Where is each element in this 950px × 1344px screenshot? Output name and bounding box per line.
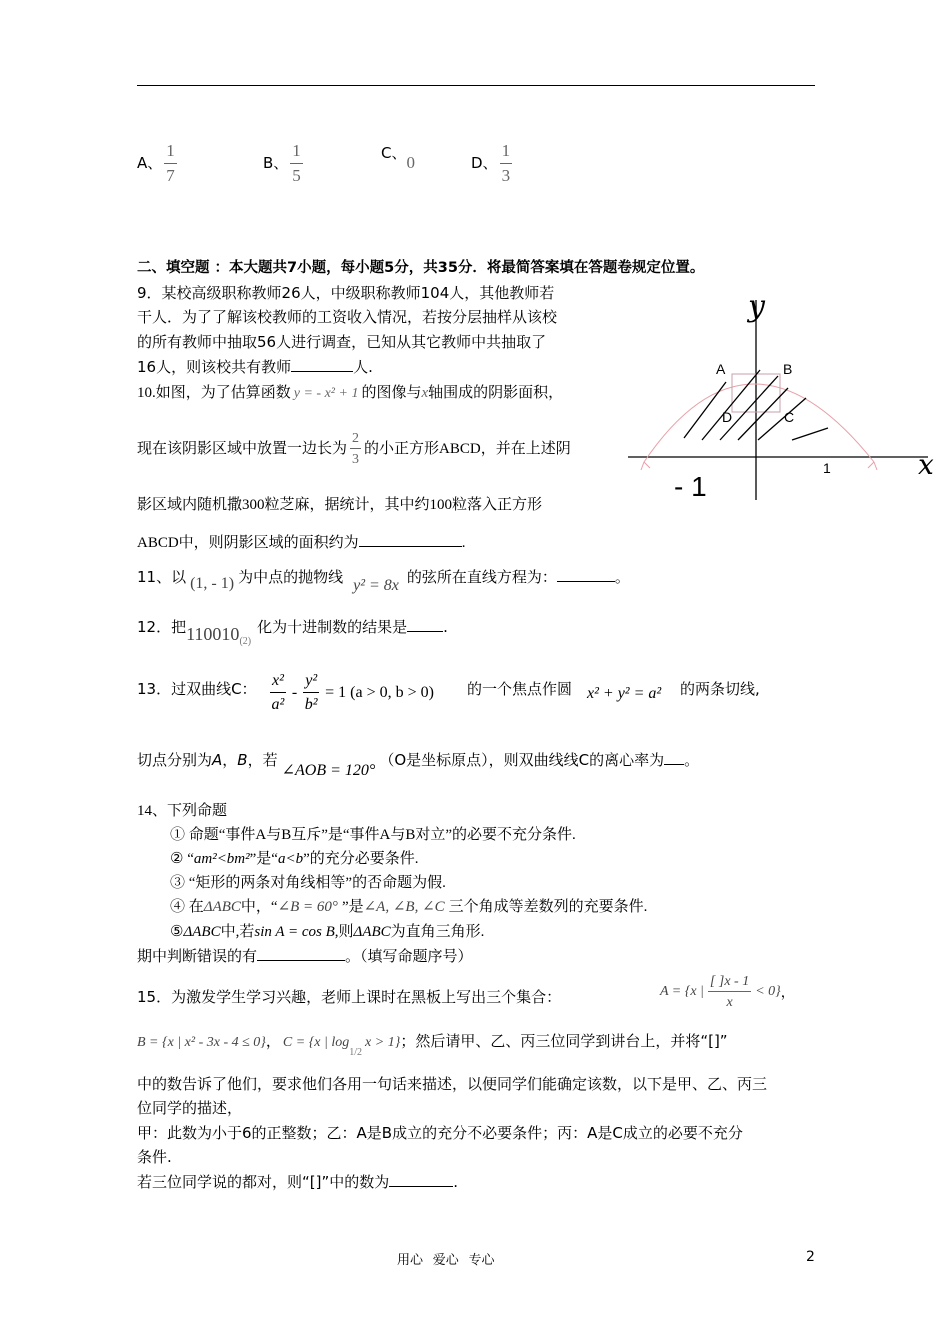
q13-text-e: ，若 <box>247 751 278 769</box>
label-a: A <box>716 361 726 377</box>
q11-text-a: 11、以 <box>137 568 187 586</box>
q9-line1: 9．某校高级职称教师26人，中级职称教师104人，其他教师若 <box>137 284 555 302</box>
q11-point: (1, - 1) <box>190 575 235 592</box>
q14-answer-blank <box>257 960 345 961</box>
q10-line3: 影区域内随机撒300粒芝麻，据统计，其中约100粒落入正方形 <box>137 497 543 513</box>
q14-item2-a: ② “ <box>170 851 194 867</box>
q10-text-a: 10.如图，为了估算函数 <box>137 385 291 401</box>
q14-item4-triangle: ΔABC <box>203 899 241 915</box>
label-b: B <box>783 361 793 377</box>
q14-item3: ③ “矩形的两条对角线相等”的否命题为假. <box>170 875 446 891</box>
q15-set-c-base: 1/2 <box>349 1047 363 1058</box>
q12-end: . <box>443 618 448 636</box>
q13-b2: b² <box>304 695 318 713</box>
option-b-denominator: 5 <box>292 165 301 185</box>
q11 <box>137 566 630 594</box>
q14-item4-angles: ∠A, ∠B, ∠C <box>363 899 445 915</box>
section-heading: 二、填空题 ：本大题共7小题，每小题5分，共35分．将最简答案填在答题卷规定位置。 <box>137 260 705 276</box>
q13-text-b-wrap <box>467 678 572 699</box>
q13-x2: x² <box>270 672 286 693</box>
q12-text-b: 化为十进制数的结果是 <box>257 618 408 636</box>
parabola-figure <box>628 290 946 510</box>
option-a-denominator: 7 <box>166 165 175 185</box>
q10-text-d: 现在该阴影区域中放置一边长为 <box>137 440 348 457</box>
q15-set-a-den: x <box>726 995 733 1011</box>
q13-y2: y² <box>303 672 319 693</box>
footer-motto: 用心 爱心 专心 <box>397 1252 495 1267</box>
header-rule <box>137 85 815 86</box>
q10-answer-blank <box>359 546 462 547</box>
q13-point-a: A <box>212 751 223 769</box>
q13-text-c: 的两条切线, <box>680 680 760 698</box>
q14-end-b: 。（填写命题序号） <box>345 947 473 965</box>
q14-item4-b: 中，“ <box>240 899 278 915</box>
q15-line5: 甲：此数为小于6的正整数；乙：A是B成立的充分不必要条件；丙：A是C成立的必要不充分 <box>137 1124 743 1142</box>
y-axis-label: y <box>748 290 765 324</box>
option-a-label: A、 <box>137 154 163 173</box>
label-d: D <box>722 409 733 425</box>
q11-text-c: 的弦所在直线方程为： <box>406 568 557 586</box>
q15-text-c: 若三位同学说的都对，则“[]”中的数为 <box>137 1173 390 1191</box>
q14-item4-c: ”是 <box>341 899 364 915</box>
q11-parabola-eq: y² = 8x <box>353 577 399 594</box>
q9-line4 <box>137 356 373 377</box>
q14-item5-eq: sin A = cos B <box>254 924 335 940</box>
option-d <box>471 142 512 185</box>
q15-end: . <box>453 1173 459 1191</box>
q9-end: 人. <box>353 358 373 376</box>
q13-point-b: B <box>237 751 248 769</box>
label-c: C <box>784 409 795 425</box>
option-c-label: C、 <box>381 144 407 162</box>
q15-set-c-a: C = {x | log <box>282 1035 350 1050</box>
q15-line3: 中的数告诉了他们，要求他们各用一句话来描述，以便同学们能确定该数，以下是甲、乙、丙三 <box>137 1075 768 1093</box>
q10-text-b: 的图像与 <box>361 385 422 401</box>
q10-end: . <box>461 535 466 551</box>
q11-text-b: 为中点的抛物线 <box>238 568 344 586</box>
q10-line1 <box>137 381 563 402</box>
q15-text-b: ；然后请甲、乙、丙三位同学到讲台上，并将“[]” <box>400 1032 728 1050</box>
parabola-curve <box>644 384 874 462</box>
q13-hyperbola-rhs: = 1 (a > 0, b > 0) <box>325 683 434 701</box>
q9-line3: 的所有教师中抽取56人进行调查，已知从其它教师中共抽取了 <box>137 333 547 351</box>
q11-answer-blank <box>557 581 615 582</box>
q15-set-a-comma: ， <box>780 985 795 1002</box>
q12-binary-number: 110010 <box>186 624 240 644</box>
q10-line2 <box>137 431 571 468</box>
q13-end: 。 <box>684 751 700 769</box>
q10-text-f: ABCD中，则阴影区域的面积约为 <box>137 535 359 551</box>
q14-item1: ① 命题“事件A与B互斥”是“事件A与B对立”的必要不充分条件. <box>170 827 576 843</box>
q15-line2 <box>137 1030 728 1058</box>
option-d-denominator: 3 <box>501 165 511 185</box>
q12 <box>137 616 448 647</box>
q15-set-b: B = {x | x² - 3x - 4 ≤ 0} <box>137 1035 266 1050</box>
q15-set-a <box>660 974 795 1011</box>
q10-line4 <box>137 531 465 552</box>
q13-text-c-wrap <box>680 678 760 699</box>
option-b-label: B、 <box>263 154 289 173</box>
q15-set-c-b: x > 1} <box>365 1035 401 1050</box>
q13-answer-blank <box>664 764 684 765</box>
page-number: 2 <box>806 1249 815 1265</box>
q14-item5-a: ⑤ <box>170 924 184 940</box>
q14-item2-math1: am²<bm² <box>193 851 250 867</box>
parabola-left-arrow <box>641 462 650 470</box>
q10-side-numerator: 2 <box>350 431 361 449</box>
q15-set-a-right: < 0} <box>755 984 781 1000</box>
q12-answer-blank <box>407 631 443 632</box>
q15-line1: 15．为激发学生学习兴趣，老师上课时在黑板上写出三个集合： <box>137 988 562 1006</box>
q9-answer-blank <box>291 371 353 372</box>
q13-circle: x² + y² = a² <box>587 685 662 702</box>
q10-side-denominator: 3 <box>352 452 360 468</box>
q9-line2: 干人．为了了解该校教师的工资收入情况，若按分层抽样从该校 <box>137 308 558 326</box>
q14-item5-b: 中,若 <box>220 924 255 940</box>
option-c-value: 0 <box>406 153 415 172</box>
q14-item5-triangle: ΔABC <box>183 924 221 940</box>
q11-end: 。 <box>614 568 630 586</box>
neg-one-label: - 1 <box>674 471 707 502</box>
q14-title: 14、下列命题 <box>137 803 228 819</box>
q13-text-d: 切点分别为 <box>137 751 213 769</box>
q13-line2 <box>137 749 700 779</box>
q15-set-a-left: A = {x | <box>660 984 704 1000</box>
q13-text-f: （O是坐标原点），则双曲线线C的离心率为 <box>379 751 665 769</box>
q13-a2: a² <box>271 695 285 713</box>
q14-item4-a: ④ 在 <box>170 899 204 915</box>
q14-end-a: 期中判断错误的有 <box>137 947 258 965</box>
q12-base: (2) <box>239 636 252 647</box>
parabola-right-arrow <box>868 462 877 470</box>
option-a <box>137 142 177 185</box>
x-axis-label: x <box>918 448 934 481</box>
q14-item5 <box>170 920 484 941</box>
q15-line4: 位同学的描述， <box>137 1099 243 1117</box>
q9-text: 16人，则该校共有教师 <box>137 358 292 376</box>
q13-comma: ， <box>222 751 238 769</box>
one-label: 1 <box>823 460 831 476</box>
q10-formula: y = - x² + 1 <box>293 386 359 401</box>
q15-line7 <box>137 1171 458 1192</box>
q14-item5-triangle2: ΔABC <box>353 924 391 940</box>
option-a-numerator: 1 <box>164 142 177 164</box>
q10-text-e: 的小正方形ABCD，并在上述阴 <box>364 440 571 457</box>
q14-item5-c: ,则 <box>334 924 354 940</box>
q15-set-a-num: [ ]x - 1 <box>708 974 751 992</box>
q14-item2 <box>170 847 419 868</box>
q13-text-b: 的一个焦点作圆 <box>467 680 573 698</box>
q14-item2-b: ”是“ <box>249 851 278 867</box>
q15-set-b-comma: ， <box>265 1032 281 1050</box>
option-b <box>263 142 303 185</box>
q10-text-c: 轴围成的阴影面积， <box>428 385 564 401</box>
option-c <box>381 142 415 172</box>
q14-end <box>137 945 473 966</box>
q13-line1 <box>137 678 257 699</box>
q14-item4 <box>170 895 647 916</box>
q13-angle: ∠AOB = 120° <box>281 762 376 779</box>
q13-hyperbola: $\frac{\text{x²}}{\text{a²}}$ - $\frac{\text{y²}}{\text{b²}}$ = 1 (a > 0, b > 0) <box>271 672 434 713</box>
q13-text-a: 13．过双曲线C： <box>137 680 257 698</box>
q14-item5-d: 为直角三角形. <box>390 924 485 940</box>
option-d-numerator: 1 <box>500 142 513 164</box>
q12-text-a: 12．把 <box>137 618 187 636</box>
option-d-label: D、 <box>471 154 498 173</box>
q14-item4-d: 三个角成等差数列的充要条件. <box>448 899 648 915</box>
option-b-numerator: 1 <box>290 142 303 164</box>
q14-item2-c: ”的充分必要条件. <box>303 851 419 867</box>
q10-axis: x <box>421 385 429 401</box>
q15-line6: 条件. <box>137 1148 172 1166</box>
q14-item4-angle: ∠B = 60° <box>277 899 338 915</box>
q15-answer-blank <box>389 1186 453 1187</box>
q14-item2-math2: a<b <box>277 851 304 867</box>
